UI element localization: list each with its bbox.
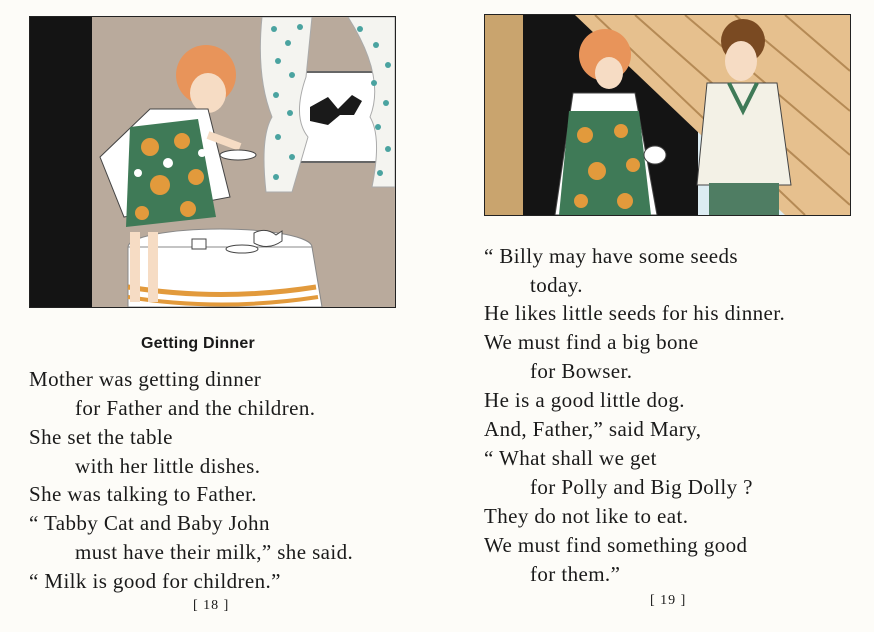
text-line: We must find something good — [484, 533, 748, 557]
text-line: with her little dishes. — [75, 454, 261, 478]
page-number: [ 18 ] — [193, 598, 230, 613]
text-line: must have their milk,” she said. — [75, 540, 354, 564]
text-line: for them.” — [530, 562, 621, 586]
text-line: for Bowser. — [530, 359, 633, 383]
text-line: We must find a big bone — [484, 330, 699, 354]
text-line: “ Billy may have some seeds — [484, 244, 738, 268]
text-line: He likes little seeds for his dinner. — [484, 301, 786, 325]
text-line: And, Father,” said Mary, — [484, 417, 702, 441]
girl-and-boy-on-stairs-illustration — [484, 14, 851, 216]
page-number: [ 19 ] — [650, 593, 687, 608]
text-line: “ Tabby Cat and Baby John — [29, 511, 270, 535]
text-line: They do not like to eat. — [484, 504, 689, 528]
text-line: for Polly and Big Dolly ? — [530, 475, 753, 499]
text-line: She was talking to Father. — [29, 482, 257, 506]
girl-setting-table-illustration — [29, 16, 396, 308]
text-line: “ What shall we get — [484, 446, 657, 470]
text-line: She set the table — [29, 425, 173, 449]
text-line: Mother was getting dinner — [29, 367, 262, 391]
page-title: Getting Dinner — [141, 335, 255, 352]
text-line: “ Milk is good for children.” — [29, 569, 281, 593]
text-line: for Father and the children. — [75, 396, 316, 420]
text-line: He is a good little dog. — [484, 388, 685, 412]
text-line: today. — [530, 273, 583, 297]
